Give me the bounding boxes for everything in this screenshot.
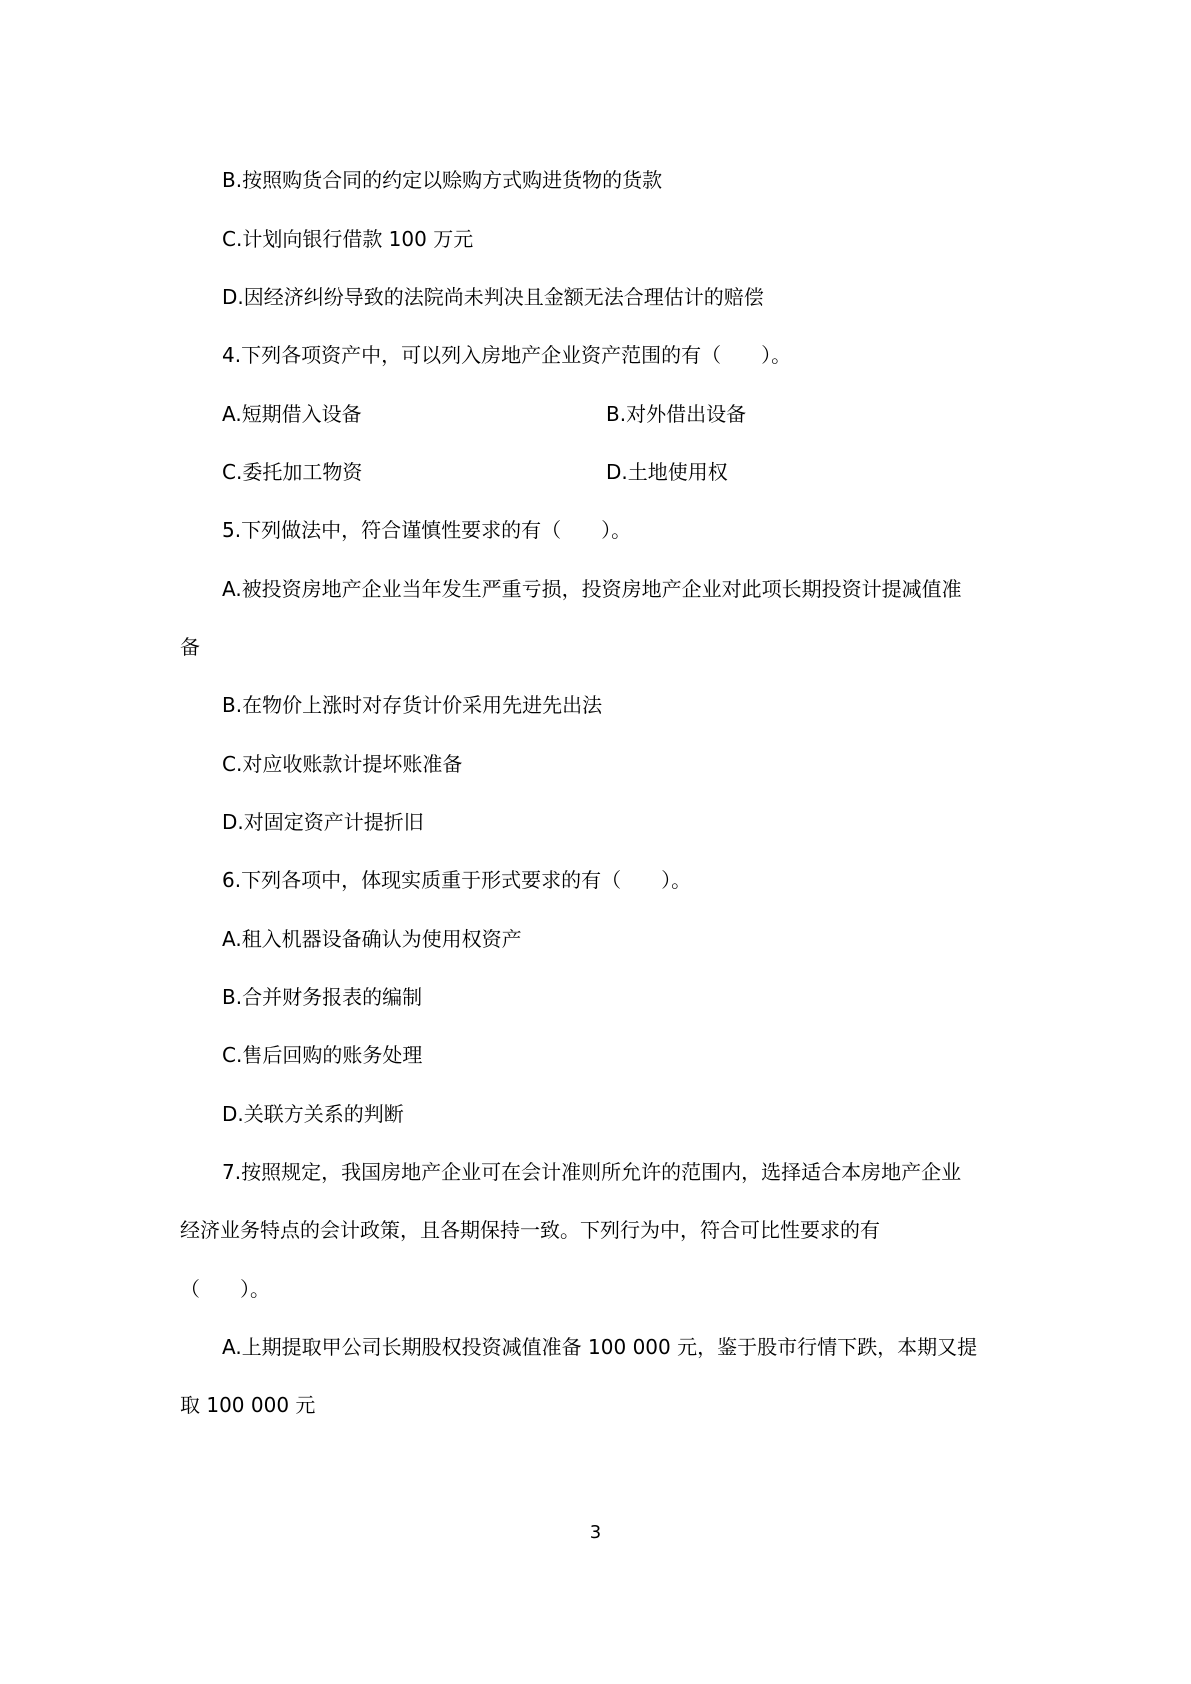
- option-line-q5-c: C.对应收账款计提坏账准备: [222, 752, 463, 776]
- option-line-q4-b: B.对外借出设备: [606, 402, 747, 426]
- question-4: 4.下列各项资产中，可以列入房地产企业资产范围的有（ ）。: [222, 343, 792, 367]
- option-line-q4-a: A.短期借入设备: [222, 402, 362, 426]
- option-line-q5-a: A.被投资房地产企业当年发生严重亏损，投资房地产企业对此项长期投资计提减值准: [222, 577, 962, 601]
- option-line-q4-d: D.土地使用权: [606, 460, 728, 484]
- option-line-q3-d: D.因经济纠纷导致的法院尚未判决且金额无法合理估计的赔偿: [222, 285, 764, 309]
- option-line-q6-c: C.售后回购的账务处理: [222, 1043, 423, 1067]
- option-line-q7-a-cont: 取 100 000 元: [180, 1393, 316, 1417]
- question-6: 6.下列各项中，体现实质重于形式要求的有（ ）。: [222, 868, 692, 892]
- question-7-blank: （ ）。: [180, 1277, 270, 1301]
- option-line-q6-b: B.合并财务报表的编制: [222, 985, 423, 1009]
- option-line-q5-d: D.对固定资产计提折旧: [222, 810, 424, 834]
- option-line-q5-a-cont: 备: [180, 635, 200, 659]
- option-line-q3-c: C.计划向银行借款 100 万元: [222, 227, 474, 251]
- question-7-cont: 经济业务特点的会计政策，且各期保持一致。下列行为中，符合可比性要求的有: [180, 1218, 880, 1242]
- option-line-q7-a: A.上期提取甲公司长期股权投资减值准备 100 000 元，鉴于股市行情下跌，本期又提: [222, 1335, 978, 1359]
- option-line-q6-a: A.租入机器设备确认为使用权资产: [222, 927, 522, 951]
- option-line-q4-c: C.委托加工物资: [222, 460, 363, 484]
- option-line-q5-b: B.在物价上涨时对存货计价采用先进先出法: [222, 693, 603, 717]
- option-line-q6-d: D.关联方关系的判断: [222, 1102, 404, 1126]
- page-number: 3: [589, 1522, 602, 1543]
- option-line-q3-b: B.按照购货合同的约定以赊购方式购进货物的货款: [222, 168, 663, 192]
- question-7: 7.按照规定，我国房地产企业可在会计准则所允许的范围内，选择适合本房地产企业: [222, 1160, 962, 1184]
- question-5: 5.下列做法中，符合谨慎性要求的有（ ）。: [222, 518, 632, 542]
